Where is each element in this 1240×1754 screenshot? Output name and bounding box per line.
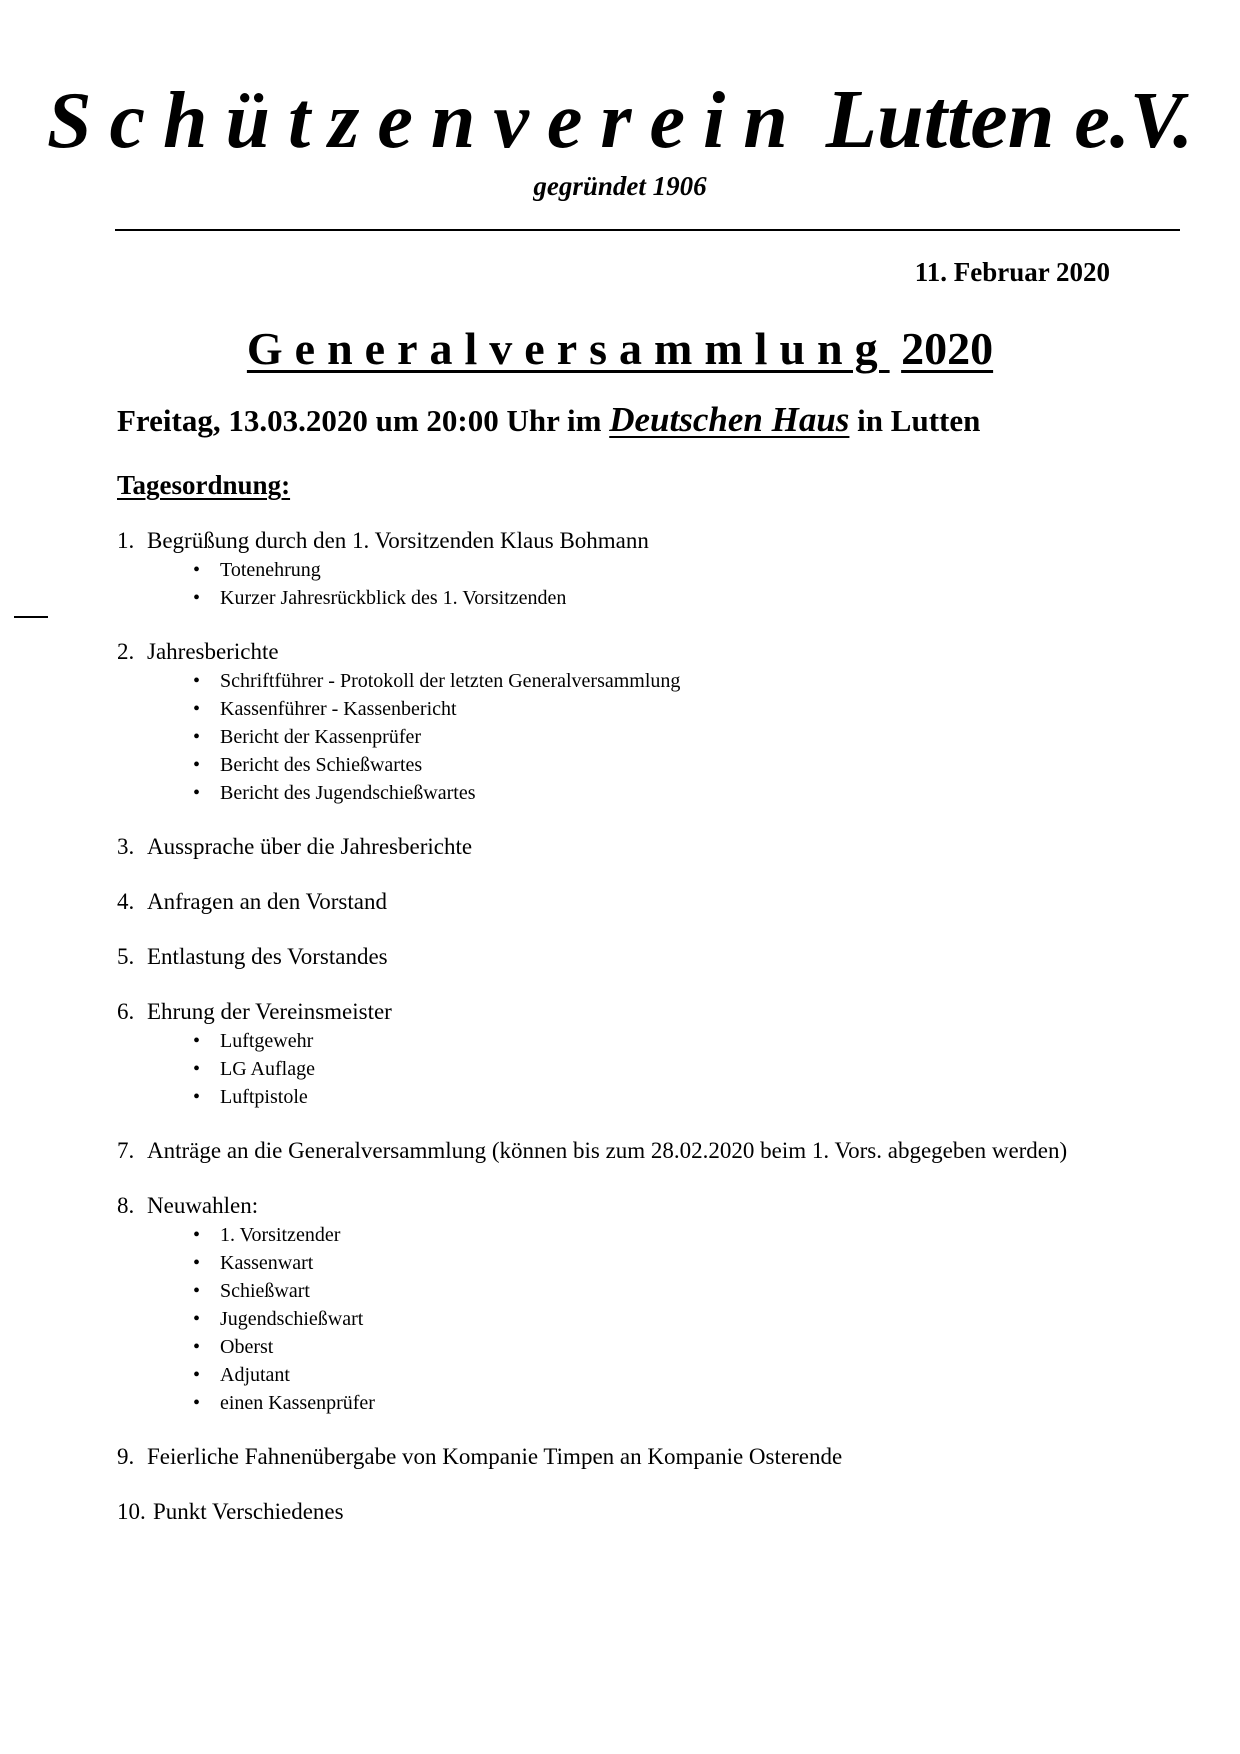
- agenda-sub-item-text: Oberst: [220, 1336, 274, 1358]
- agenda-sub-item: [117, 723, 1197, 751]
- agenda-item: [117, 942, 1197, 972]
- bullet-icon: •: [193, 559, 201, 581]
- agenda-item-number: 10.: [117, 1499, 146, 1524]
- agenda-item-number: 4.: [117, 889, 135, 914]
- bullet-icon: •: [193, 698, 201, 720]
- bullet-icon: •: [193, 587, 201, 609]
- agenda-sub-item-text: Kassenwart: [220, 1252, 314, 1274]
- agenda-item: [117, 637, 1197, 807]
- agenda-item: [117, 1442, 1197, 1472]
- agenda-item: [117, 1136, 1197, 1166]
- agenda-item-number: 5.: [117, 944, 135, 969]
- agenda-heading: Tagesordnung:: [117, 470, 291, 500]
- bullet-icon: •: [193, 1252, 201, 1274]
- agenda-item-number: 3.: [117, 834, 135, 859]
- document-date: 11. Februar 2020: [914, 257, 1110, 287]
- agenda-sub-item: [117, 751, 1197, 779]
- agenda-item-line: [117, 1442, 1197, 1472]
- agenda-item-text: Anfragen an den Vorstand: [147, 889, 387, 914]
- agenda-sub-item: [117, 1389, 1197, 1417]
- agenda-sub-item: [117, 1055, 1197, 1083]
- agenda-item-text: Entlastung des Vorstandes: [147, 944, 388, 969]
- header-divider: [115, 229, 1180, 231]
- agenda-sub-item: [117, 1361, 1197, 1389]
- agenda-sub-item-text: Kassenführer - Kassenbericht: [220, 698, 457, 720]
- agenda-sub-item-text: Jugendschießwart: [220, 1308, 364, 1330]
- title-word: Generalversammlung: [246, 323, 890, 374]
- event-venue: Deutschen Haus: [609, 400, 850, 439]
- bullet-icon: •: [193, 1280, 201, 1302]
- agenda-sub-item-text: Bericht des Jugendschießwartes: [220, 782, 476, 804]
- event-suffix: in Lutten: [857, 403, 981, 438]
- event-prefix: Freitag, 13.03.2020 um 20:00 Uhr im: [117, 403, 602, 438]
- bullet-icon: •: [193, 1224, 201, 1246]
- bullet-icon: •: [193, 1336, 201, 1358]
- agenda-item: [117, 887, 1197, 917]
- agenda-sub-item: [117, 1249, 1197, 1277]
- club-name-part2: Lutten: [825, 73, 1055, 166]
- agenda-sub-item-text: Schießwart: [220, 1280, 310, 1302]
- page-title: [0, 322, 1240, 375]
- agenda-sub-list: [117, 1027, 1197, 1111]
- agenda-item-text: Aussprache über die Jahresberichte: [147, 834, 473, 859]
- event-line: [117, 400, 980, 440]
- agenda-sub-item-text: einen Kassenprüfer: [220, 1392, 375, 1414]
- agenda-item-line: [117, 526, 1197, 556]
- club-name: [0, 73, 1240, 166]
- bullet-icon: •: [193, 726, 201, 748]
- bullet-icon: •: [193, 754, 201, 776]
- bullet-icon: •: [193, 1364, 201, 1386]
- agenda-item-number: 1.: [117, 528, 135, 553]
- agenda-sub-list: [117, 556, 1197, 612]
- bullet-icon: •: [193, 1058, 201, 1080]
- agenda-item-number: 9.: [117, 1444, 135, 1469]
- title-year: 2020: [901, 323, 994, 374]
- margin-mark: [14, 616, 48, 618]
- agenda-sub-list: [117, 667, 1197, 807]
- club-name-suffix: e.V.: [1074, 77, 1193, 165]
- agenda-sub-item-text: Adjutant: [220, 1364, 290, 1386]
- agenda-item: [117, 832, 1197, 862]
- agenda-sub-item: [117, 695, 1197, 723]
- bullet-icon: •: [193, 1392, 201, 1414]
- agenda-sub-item-text: Luftgewehr: [220, 1030, 314, 1052]
- agenda-item-text: Feierliche Fahnenübergabe von Kompanie Timpen an Kompanie Osterende: [147, 1444, 843, 1469]
- agenda-item-text: Neuwahlen:: [147, 1193, 259, 1218]
- agenda-sub-item: [117, 1083, 1197, 1111]
- bullet-icon: •: [193, 670, 201, 692]
- agenda-item-number: 7.: [117, 1138, 135, 1163]
- agenda-sub-item-text: LG Auflage: [220, 1058, 315, 1080]
- bullet-icon: •: [193, 1030, 201, 1052]
- agenda-item-line: [117, 1136, 1197, 1166]
- bullet-icon: •: [193, 782, 201, 804]
- agenda-item-number: 6.: [117, 999, 135, 1024]
- agenda-sub-item-text: Totenehrung: [220, 559, 321, 581]
- bullet-icon: •: [193, 1308, 201, 1330]
- agenda-sub-item: [117, 584, 1197, 612]
- agenda-item-line: [117, 832, 1197, 862]
- agenda-item-number: 8.: [117, 1193, 135, 1218]
- agenda-item-text: Punkt Verschiedenes: [153, 1499, 344, 1524]
- agenda-item-number: 2.: [117, 639, 135, 664]
- agenda-sub-item: [117, 1333, 1197, 1361]
- agenda-item-text: Ehrung der Vereinsmeister: [147, 999, 392, 1024]
- agenda-item-line: [117, 942, 1197, 972]
- agenda-sub-item-text: Kurzer Jahresrückblick des 1. Vorsitzenden: [220, 587, 567, 609]
- agenda-item-text: Jahresberichte: [147, 639, 279, 664]
- agenda-sub-item: [117, 1221, 1197, 1249]
- agenda-sub-item-text: Luftpistole: [220, 1086, 308, 1108]
- agenda-sub-item-text: Bericht des Schießwartes: [220, 754, 423, 776]
- agenda-sub-item-text: Bericht der Kassenprüfer: [220, 726, 422, 748]
- agenda-item: [117, 1497, 1197, 1527]
- club-name-part1: Schützenverein: [47, 77, 806, 165]
- agenda-sub-item-text: 1. Vorsitzender: [220, 1224, 341, 1246]
- agenda-list: [117, 526, 1197, 1552]
- agenda-sub-item: [117, 556, 1197, 584]
- agenda-item-text: Begrüßung durch den 1. Vorsitzenden Klaus Bohmann: [147, 528, 649, 553]
- agenda-item: [117, 526, 1197, 612]
- agenda-sub-item: [117, 1277, 1197, 1305]
- agenda-item-text: Anträge an die Generalversammlung (können bis zum 28.02.2020 beim 1. Vors. abgegeben werden): [147, 1138, 1068, 1163]
- bullet-icon: •: [193, 1086, 201, 1108]
- agenda-item: [117, 997, 1197, 1111]
- agenda-item: [117, 1191, 1197, 1417]
- agenda-item-line: [117, 637, 1197, 667]
- agenda-item-line: [117, 887, 1197, 917]
- agenda-sub-item: [117, 667, 1197, 695]
- agenda-item-line: [117, 997, 1197, 1027]
- agenda-sub-item-text: Schriftführer - Protokoll der letzten Generalversammlung: [220, 670, 681, 692]
- agenda-sub-list: [117, 1221, 1197, 1417]
- agenda-sub-item: [117, 779, 1197, 807]
- agenda-item-line: [117, 1497, 1197, 1527]
- agenda-sub-item: [117, 1305, 1197, 1333]
- founded-line: gegründet 1906: [533, 171, 707, 201]
- agenda-sub-item: [117, 1027, 1197, 1055]
- agenda-item-line: [117, 1191, 1197, 1221]
